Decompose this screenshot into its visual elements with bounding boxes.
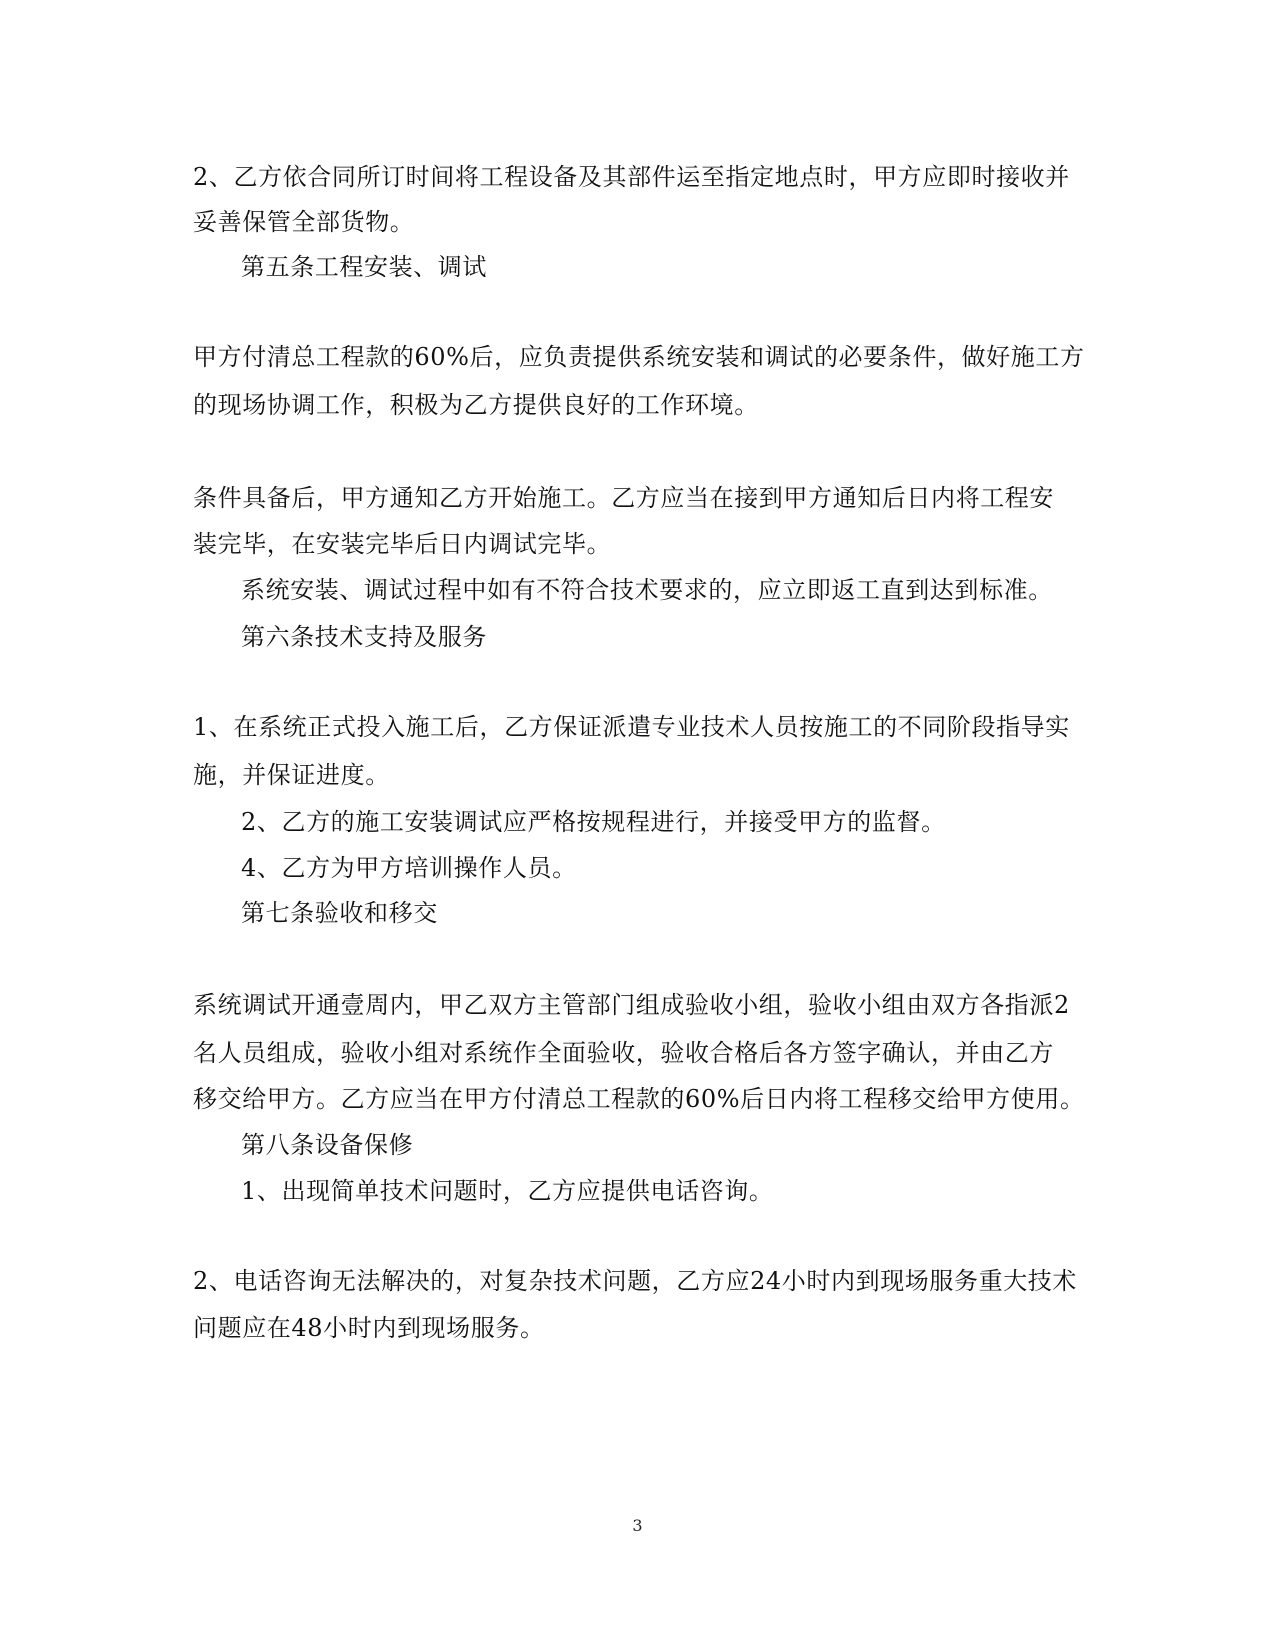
paragraph-line: 2、乙方的施工安装调试应严格按规程进行，并接受甲方的监督。 bbox=[241, 808, 946, 836]
paragraph-line: 名人员组成，验收小组对系统作全面验收，验收合格后各方签字确认，并由乙方 bbox=[193, 1039, 1054, 1067]
section-heading: 第六条技术支持及服务 bbox=[241, 623, 487, 651]
paragraph-line: 1、出现简单技术问题时，乙方应提供电话咨询。 bbox=[241, 1177, 774, 1205]
paragraph-line: 妥善保管全部货物。 bbox=[193, 208, 415, 236]
paragraph-line: 4、乙方为甲方培训操作人员。 bbox=[241, 854, 577, 882]
paragraph-line: 系统调试开通壹周内，甲乙双方主管部门组成验收小组，验收小组由双方各指派2 bbox=[193, 991, 1070, 1019]
paragraph-line: 问题应在48小时内到现场服务。 bbox=[193, 1314, 545, 1342]
paragraph-line: 的现场协调工作，积极为乙方提供良好的工作环境。 bbox=[193, 391, 759, 419]
paragraph-line: 移交给甲方。乙方应当在甲方付清总工程款的60%后日内将工程移交给甲方使用。 bbox=[193, 1085, 1085, 1113]
paragraph-line: 1、在系统正式投入施工后，乙方保证派遣专业技术人员按施工的不同阶段指导实 bbox=[193, 713, 1070, 741]
paragraph-line: 系统安装、调试过程中如有不符合技术要求的，应立即返工直到达到标准。 bbox=[241, 576, 1053, 604]
section-heading: 第八条设备保修 bbox=[241, 1131, 414, 1159]
page-number: 3 bbox=[632, 1516, 643, 1535]
paragraph-line: 甲方付清总工程款的60%后，应负责提供系统安装和调试的必要条件，做好施工方 bbox=[193, 343, 1085, 371]
section-heading: 第五条工程安装、调试 bbox=[241, 253, 487, 281]
paragraph-line: 施，并保证进度。 bbox=[193, 761, 390, 789]
paragraph-line: 2、电话咨询无法解决的，对复杂技术问题，乙方应24小时内到现场服务重大技术 bbox=[193, 1267, 1078, 1295]
paragraph-line: 装完毕，在安装完毕后日内调试完毕。 bbox=[193, 530, 612, 558]
paragraph-line: 条件具备后，甲方通知乙方开始施工。乙方应当在接到甲方通知后日内将工程安 bbox=[193, 484, 1054, 512]
paragraph-line: 2、乙方依合同所订时间将工程设备及其部件运至指定地点时，甲方应即时接收并 bbox=[193, 163, 1070, 191]
section-heading: 第七条验收和移交 bbox=[241, 899, 438, 927]
